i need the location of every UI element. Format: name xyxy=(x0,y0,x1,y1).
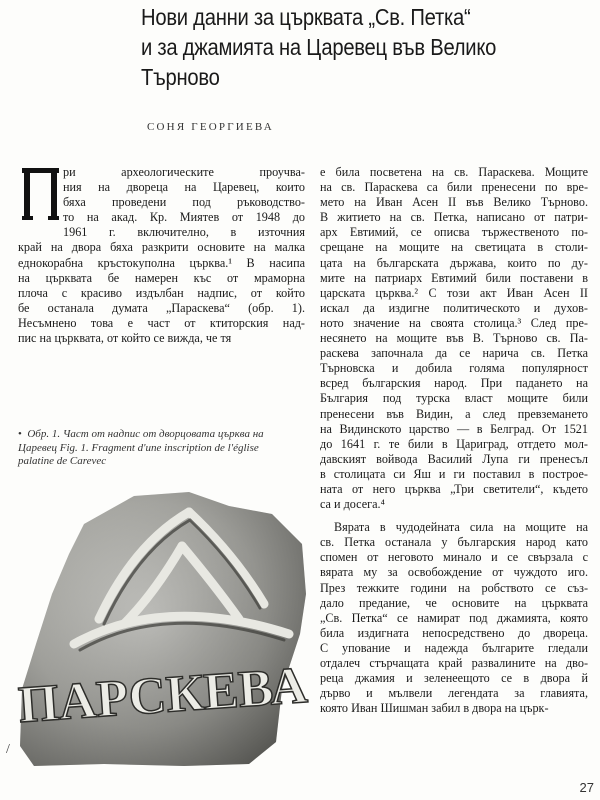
text-line: срещане на мощите на светицата в столи- xyxy=(320,240,588,255)
text-line: на св. Параскева са били пренесени по вре- xyxy=(320,180,588,195)
text-line: ното значение на своята столица.³ След пре- xyxy=(320,315,588,330)
text-line: бе останала думата „Параскева“ (обр. 1). xyxy=(18,300,305,315)
text-line: то на акад. Кр. Миятев от 1948 до xyxy=(63,210,305,225)
text-line: плоча с красиво издълбан надпис, от който xyxy=(18,285,305,300)
text-line: мето на Иван Асен II във Велико Търново. xyxy=(320,195,588,210)
text-line: до 1641 г. те били в Цариград, отгдето мол- xyxy=(320,436,588,451)
text-line: на църквата бе намерен къс от мраморна xyxy=(18,270,305,285)
page-number: 27 xyxy=(579,780,594,795)
text-line: давският войвода Василий Лупа ги пренесъл xyxy=(320,451,588,466)
caption-line-1: Обр. 1. Част от надпис от дворцовата църква на xyxy=(27,428,264,440)
text-line: дало предание, че основите на църквата xyxy=(320,595,588,610)
text-line: спомен от неговото минало и се свързала с xyxy=(320,550,588,565)
text-line: Търновска и добила голяма популярност xyxy=(320,361,588,376)
figure-caption xyxy=(18,428,305,469)
text-line: дърво и мълвели легендата за главията, xyxy=(320,686,588,701)
right-column xyxy=(320,165,588,716)
title-line-1: Нови данни за църквата „Св. Петка“ xyxy=(141,4,471,30)
text-line: е била посветена на св. Параскева. Мощите xyxy=(320,165,588,179)
article-title xyxy=(141,2,588,92)
text-line: на Видинското царство — в Белград. От 1521 xyxy=(320,421,588,436)
text-line: царската църква.² С този акт Иван Асен II xyxy=(320,285,588,300)
text-line: несянето на мощите във В. Търново св. Па- xyxy=(320,331,588,346)
marble-fragment-image xyxy=(14,484,314,769)
text-line: ри археологическите проучва- xyxy=(63,165,305,179)
text-line: „Св. Петка“ се намират под джамията, която xyxy=(320,610,588,625)
caption-line-2: Царевец Fig. 1. Fragment d'une inscription de l'église xyxy=(18,441,259,454)
text-line: мите на патриарх Евтимий били поставени в xyxy=(320,270,588,285)
author-name: СОНЯ ГЕОРГИЕВА xyxy=(147,121,274,133)
caption-line-3: palatine de Carevec xyxy=(18,455,107,467)
text-line: вярата му за освобождение от чуждото иго. xyxy=(320,565,588,580)
text-line: арх Евтимий, се описва тържественото по- xyxy=(320,225,588,240)
text-line: била издигната непосредствено до двореца. xyxy=(320,625,588,640)
text-line: пис на църквата, от който се вижда, че тя xyxy=(18,331,232,346)
text-line: край на двора бяха разкрити основите на малка xyxy=(18,240,305,255)
text-line: пренесени във Видин, а след превземането xyxy=(320,406,588,421)
text-line: която Иван Шишман забил в двора на църк- xyxy=(320,701,549,716)
figure-mark: / xyxy=(6,742,10,757)
text-line: отдалеч стърчащата край развалините на дво- xyxy=(320,656,588,670)
text-line: 1961 г. включително, в източния xyxy=(63,225,305,240)
text-line: ната от него църква „Три светители“, където xyxy=(320,481,588,496)
title-line-2: и за джамията на Царевец във Велико xyxy=(141,34,497,60)
text-line: еднокорабна кръстокуполна църква.¹ В насипа xyxy=(18,255,305,270)
text-line: искал да издигне политическото и духов- xyxy=(320,300,588,315)
text-line: Несъмнено това е част от ктиторския над- xyxy=(18,315,305,330)
left-column xyxy=(18,165,305,346)
text-line: България под турска власт мощите били xyxy=(320,391,588,406)
title-line-3: Търново xyxy=(141,64,220,90)
text-line: са и досега.⁴ xyxy=(320,497,385,512)
text-line: цата на българската държава, които по ду- xyxy=(320,255,588,270)
text-line: раскева започнала да се нарича св. Петка xyxy=(320,346,588,361)
text-line: в столицата си Яш и ги поставил в построе- xyxy=(320,466,588,481)
text-line: Вярата в чудодейната сила на мощите на xyxy=(334,520,588,535)
text-line: реца джамия и зеленеещото се в двора й xyxy=(320,671,588,686)
text-line: бяха проведени под ръководство- xyxy=(63,195,305,210)
text-line: ния на двореца на Царевец, които xyxy=(63,180,305,195)
text-line: В житието на св. Петка, написано от патри- xyxy=(320,210,588,225)
text-line: всред българския народ. При падането на xyxy=(320,376,588,391)
caption-bullet: • xyxy=(18,428,22,440)
text-line: С упование и надежда българите гледали xyxy=(320,640,588,655)
inscription-text: ПАРСКЕВА xyxy=(16,657,310,735)
text-line: През тежките години на робството се съз- xyxy=(320,580,588,595)
text-line: св. Петка останала у българския народ като xyxy=(320,535,588,550)
